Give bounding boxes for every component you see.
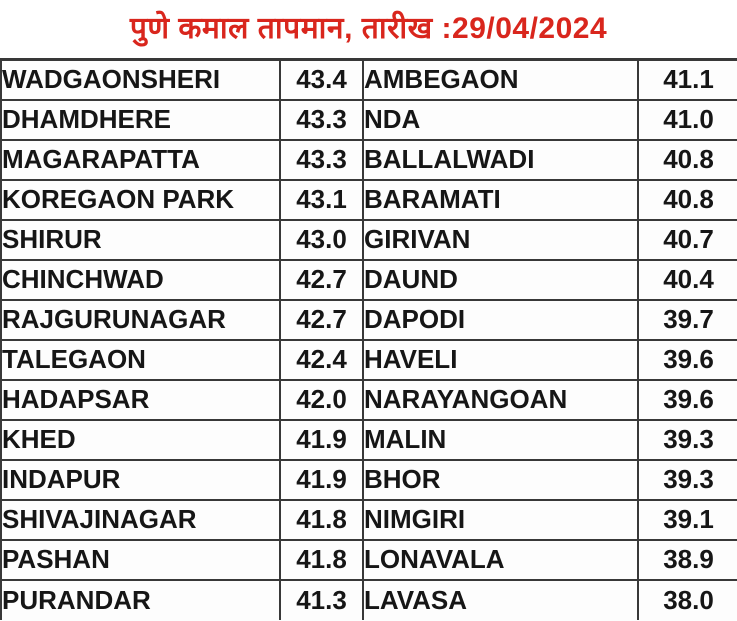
location-name: PASHAN <box>1 540 280 580</box>
table-row <box>1 60 737 100</box>
temperature-value: 43.4 <box>280 60 363 100</box>
table-row <box>1 500 737 540</box>
temperature-value: 41.0 <box>638 100 737 140</box>
temperature-value: 42.0 <box>280 380 363 420</box>
location-name: INDAPUR <box>1 460 280 500</box>
location-name: AMBEGAON <box>363 60 638 100</box>
location-name: BHOR <box>363 460 638 500</box>
location-name: CHINCHWAD <box>1 260 280 300</box>
temperature-value: 41.8 <box>280 540 363 580</box>
location-name: NIMGIRI <box>363 500 638 540</box>
table-row <box>1 140 737 180</box>
temperature-value: 41.3 <box>280 580 363 620</box>
temperature-value: 41.1 <box>638 60 737 100</box>
location-name: HADAPSAR <box>1 380 280 420</box>
location-name: DAUND <box>363 260 638 300</box>
location-name: TALEGAON <box>1 340 280 380</box>
table-row <box>1 460 737 500</box>
location-name: WADGAONSHERI <box>1 60 280 100</box>
table-row <box>1 420 737 460</box>
location-name: RAJGURUNAGAR <box>1 300 280 340</box>
location-name: SHIRUR <box>1 220 280 260</box>
location-name: HAVELI <box>363 340 638 380</box>
table-row <box>1 300 737 340</box>
location-name: KHED <box>1 420 280 460</box>
temperature-value: 39.1 <box>638 500 737 540</box>
temperature-value: 43.1 <box>280 180 363 220</box>
location-name: BARAMATI <box>363 180 638 220</box>
temperature-value: 40.8 <box>638 180 737 220</box>
temperature-table <box>0 58 737 620</box>
temperature-value: 41.9 <box>280 420 363 460</box>
location-name: PURANDAR <box>1 580 280 620</box>
table-row <box>1 220 737 260</box>
temperature-value: 39.3 <box>638 420 737 460</box>
location-name: SHIVAJINAGAR <box>1 500 280 540</box>
location-name: NDA <box>363 100 638 140</box>
location-name: LAVASA <box>363 580 638 620</box>
temperature-value: 43.3 <box>280 100 363 140</box>
temperature-value: 38.0 <box>638 580 737 620</box>
location-name: BALLALWADI <box>363 140 638 180</box>
temperature-value: 42.4 <box>280 340 363 380</box>
temperature-value: 40.7 <box>638 220 737 260</box>
location-name: MAGARAPATTA <box>1 140 280 180</box>
temperature-value: 39.7 <box>638 300 737 340</box>
temperature-value: 38.9 <box>638 540 737 580</box>
table-row <box>1 260 737 300</box>
table-row <box>1 540 737 580</box>
table-row <box>1 180 737 220</box>
location-name: GIRIVAN <box>363 220 638 260</box>
page-title: पुणे कमाल तापमान, तारीख :29/04/2024 <box>0 0 737 58</box>
temperature-value: 39.6 <box>638 340 737 380</box>
temperature-value: 39.3 <box>638 460 737 500</box>
temperature-value: 42.7 <box>280 300 363 340</box>
location-name: LONAVALA <box>363 540 638 580</box>
table-row <box>1 340 737 380</box>
temperature-value: 43.0 <box>280 220 363 260</box>
temperature-value: 43.3 <box>280 140 363 180</box>
table-row <box>1 580 737 620</box>
temperature-value: 39.6 <box>638 380 737 420</box>
location-name: DAPODI <box>363 300 638 340</box>
location-name: KOREGAON PARK <box>1 180 280 220</box>
temperature-value: 40.8 <box>638 140 737 180</box>
temperature-value: 40.4 <box>638 260 737 300</box>
temperature-value: 41.9 <box>280 460 363 500</box>
table-row <box>1 100 737 140</box>
table-row <box>1 380 737 420</box>
location-name: MALIN <box>363 420 638 460</box>
temperature-value: 42.7 <box>280 260 363 300</box>
temperature-value: 41.8 <box>280 500 363 540</box>
location-name: NARAYANGOAN <box>363 380 638 420</box>
location-name: DHAMDHERE <box>1 100 280 140</box>
